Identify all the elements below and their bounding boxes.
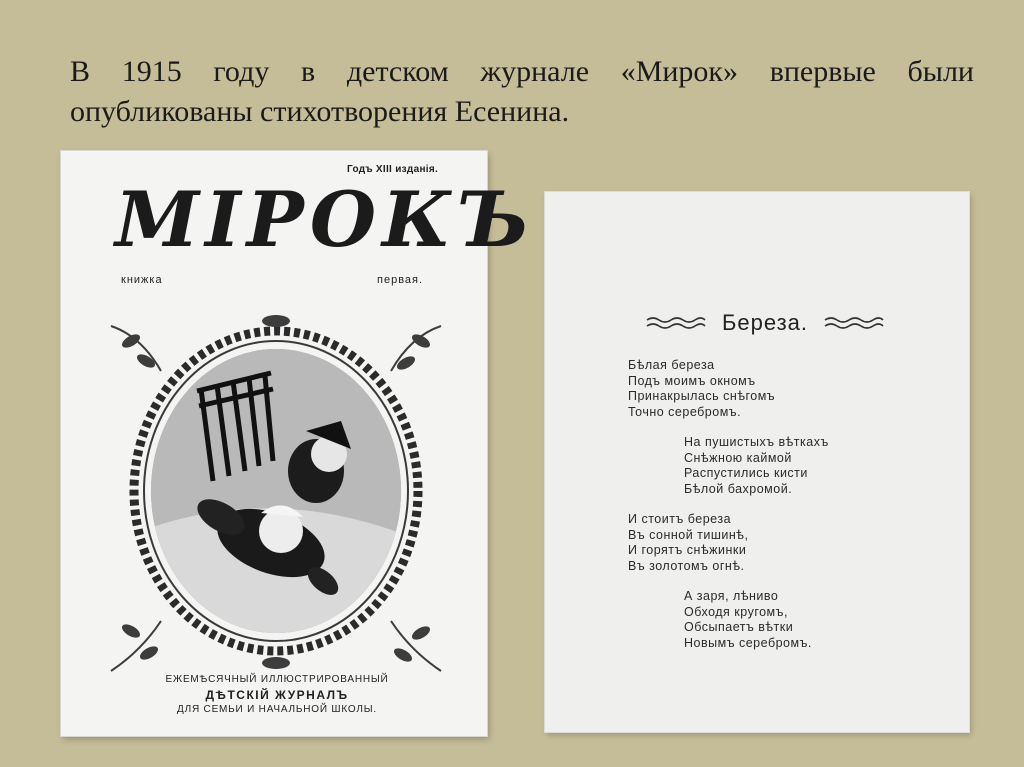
poem-line: А заря, лѣниво xyxy=(684,589,779,603)
cover-first-label: первая. xyxy=(377,274,424,286)
cover-footer-line-2: ДѢТСКIЙ ЖУРНАЛЪ xyxy=(205,688,349,702)
cover-footer xyxy=(147,673,407,717)
poem-line: Обходя кругомъ, xyxy=(684,604,788,619)
poem-stanza xyxy=(628,435,888,497)
poem-line: Распустились кисти xyxy=(684,466,808,480)
poem-line: Бѣлая береза xyxy=(628,358,715,372)
ornament-right-icon xyxy=(823,316,885,330)
poem-title: Береза. xyxy=(721,310,809,335)
heading-line-2: опубликованы стихотворения Есенина. xyxy=(70,95,570,128)
slide-heading xyxy=(70,52,974,132)
poem-line: И горятъ снѣжинки xyxy=(628,543,747,557)
magazine-cover-image xyxy=(61,151,536,736)
poem-stanza xyxy=(628,358,888,420)
cover-edition-label: Годъ XIII изданiя. xyxy=(347,164,439,175)
poem-text xyxy=(628,358,888,666)
poem-line: Подъ моимъ окномъ xyxy=(628,373,756,388)
poem-stanza xyxy=(628,512,888,574)
poem-line: Въ сонной тишинѣ, xyxy=(628,527,749,542)
cover-footer-line-3: ДЛЯ СЕМЬИ И НАЧАЛЬНОЙ ШКОЛЫ. xyxy=(177,704,377,715)
poem-line: На пушистыхъ вѣткахъ xyxy=(684,435,829,449)
poem-line: Обсыпаетъ вѣтки xyxy=(684,620,794,634)
heading-line-1: В 1915 году в детском журнале «Мирок» впервые были xyxy=(70,55,974,88)
poem-line: Въ золотомъ огнѣ. xyxy=(628,558,745,573)
poem-line: Снѣжною каймой xyxy=(684,450,792,465)
poem-line: Бѣлой бахромой. xyxy=(684,481,793,496)
poem-line: Принакрылась снѣгомъ xyxy=(628,389,776,403)
poem-page-image xyxy=(545,192,969,732)
ornament-left-icon xyxy=(645,316,707,330)
poem-line: Точно серебромъ. xyxy=(628,404,742,419)
cover-masthead: МIРОКЪ xyxy=(115,175,536,264)
poem-stanza xyxy=(628,589,888,651)
cover-footer-line-1: ЕЖЕМѢСЯЧНЫЙ ИЛЛЮСТРИРОВАННЫЙ xyxy=(165,674,389,685)
cover-book-label: книжка xyxy=(121,274,163,286)
poem-title-row xyxy=(645,308,885,338)
poem-line: И стоитъ береза xyxy=(628,512,732,526)
cover-wreath-illustration xyxy=(101,281,451,681)
poem-line: Новымъ серебромъ. xyxy=(684,635,812,650)
